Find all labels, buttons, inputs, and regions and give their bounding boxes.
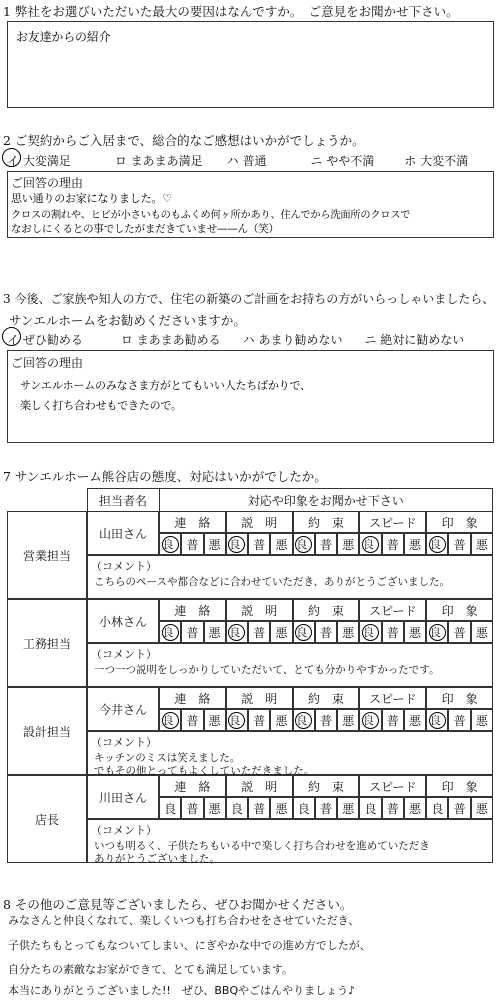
- grade-cell[interactable]: [359, 797, 381, 819]
- grade-label: 良: [429, 536, 446, 553]
- category-header: 説 明: [226, 687, 293, 709]
- q3-option-3[interactable]: ハ あまり勧めない: [242, 333, 343, 347]
- grade-cell[interactable]: [181, 709, 203, 731]
- grade-label: 普: [319, 713, 332, 728]
- grade-label: 良: [431, 801, 444, 816]
- grade-cell[interactable]: [270, 533, 292, 555]
- grade-cell[interactable]: [448, 709, 470, 731]
- category-header: 説 明: [226, 511, 293, 533]
- grade-label: 悪: [275, 801, 288, 816]
- category-header: 印 象: [426, 511, 493, 533]
- question-7: 7 サンエルホーム熊谷店の態度、対応はいかがでしたか。: [3, 469, 327, 484]
- grade-cell[interactable]: [471, 709, 493, 731]
- comment-text: いつも明るく、子供たちもいる中で楽しく打ち合わせを進めていただき: [94, 840, 430, 852]
- grade-label: 普: [453, 713, 466, 728]
- grade-label: 普: [386, 625, 399, 640]
- grade-label: 良: [162, 624, 179, 641]
- category-header: スピード: [359, 599, 426, 621]
- grade-label: 良: [164, 801, 177, 816]
- header-staff-name: 担当者名: [87, 489, 159, 512]
- grade-label: 普: [319, 801, 332, 816]
- category-header: 説 明: [226, 775, 293, 797]
- comment-cell: [87, 819, 493, 863]
- grade-label: 良: [162, 536, 179, 553]
- reason-3-line-2: 楽しく打ち合わせもできたので。: [20, 399, 182, 412]
- category-header: 印 象: [426, 775, 493, 797]
- grade-cell[interactable]: [226, 533, 248, 555]
- category-header: 約 束: [293, 511, 360, 533]
- grade-cell[interactable]: [315, 709, 337, 731]
- q2-option-5[interactable]: ホ 大変不満: [404, 154, 469, 168]
- q2-option-1[interactable]: イ 大変満足: [7, 152, 111, 169]
- role-cell: 工務担当: [7, 599, 87, 687]
- reason-box-2: [7, 171, 494, 238]
- grade-cell[interactable]: [181, 621, 203, 643]
- grade-label: 普: [386, 537, 399, 552]
- grade-cell[interactable]: [159, 621, 181, 643]
- grade-label: 良: [230, 801, 243, 816]
- grade-label: 悪: [409, 625, 422, 640]
- category-header: 連 絡: [159, 511, 226, 533]
- category-header: スピード: [359, 687, 426, 709]
- grade-label: 悪: [208, 537, 221, 552]
- category-header: スピード: [359, 511, 426, 533]
- grade-cell[interactable]: [159, 709, 181, 731]
- grade-cell[interactable]: [270, 709, 292, 731]
- q8-line-2: 子供たちもとってもなついてしまい、にぎやかな中での進め方でしたが、: [8, 939, 371, 952]
- category-header: 印 象: [426, 687, 493, 709]
- grade-cell[interactable]: [337, 533, 359, 555]
- staff-name: 今井さん: [87, 687, 159, 731]
- grade-label: 良: [228, 536, 245, 553]
- grade-label: 悪: [208, 801, 221, 816]
- grade-cell[interactable]: [293, 797, 315, 819]
- grade-label: 普: [253, 713, 266, 728]
- grade-label: 普: [253, 537, 266, 552]
- grade-cell[interactable]: [471, 797, 493, 819]
- grade-label: 悪: [475, 537, 488, 552]
- grade-label: 悪: [475, 625, 488, 640]
- grade-cell[interactable]: [337, 709, 359, 731]
- grade-cell[interactable]: [204, 533, 226, 555]
- q3-options: [7, 331, 464, 348]
- grade-cell[interactable]: [159, 533, 181, 555]
- grade-label: 良: [429, 712, 446, 729]
- grade-cell[interactable]: [337, 621, 359, 643]
- grade-label: 良: [295, 712, 312, 729]
- grade-cell[interactable]: [382, 797, 404, 819]
- grade-cell[interactable]: [204, 709, 226, 731]
- grade-cell[interactable]: [404, 533, 426, 555]
- grade-cell[interactable]: [226, 621, 248, 643]
- q3-option-2[interactable]: ロ まあまあ勧める: [120, 333, 221, 347]
- grade-cell[interactable]: [359, 621, 381, 643]
- comment-text: こちらのペースや都合などに合わせていただき、ありがとうございました。: [94, 576, 451, 588]
- grade-cell[interactable]: [404, 621, 426, 643]
- grade-cell[interactable]: [426, 797, 448, 819]
- grade-cell[interactable]: [426, 533, 448, 555]
- category-header: 約 束: [293, 599, 360, 621]
- evaluation-table: [7, 488, 493, 512]
- grade-cell[interactable]: [382, 621, 404, 643]
- comment-label: （コメント）: [91, 736, 157, 749]
- grade-cell[interactable]: [293, 621, 315, 643]
- question-3-line-1: 3 今後、ご家族や知人の方で、住宅の新築のご計画をお持ちの方がいらっしゃいましたら、: [3, 292, 495, 306]
- grade-label: 普: [186, 713, 199, 728]
- staff-name: 小林さん: [87, 599, 159, 643]
- grade-cell[interactable]: [382, 709, 404, 731]
- role-cell: 設計担当: [7, 687, 87, 775]
- q2-options: [7, 152, 468, 169]
- reason-3-line-1: サンエルホームのみなさま方がとてもいい人たちばかりで、: [20, 379, 311, 392]
- q3-option-4[interactable]: ニ 絶対に勧めない: [364, 333, 465, 347]
- grade-cell[interactable]: [448, 797, 470, 819]
- grade-label: 悪: [275, 625, 288, 640]
- comment-label: （コメント）: [91, 648, 157, 661]
- reason-2-line-1: 思い通りのお家になりました。♡: [11, 192, 172, 205]
- grade-cell[interactable]: [448, 621, 470, 643]
- staff-name: 山田さん: [87, 511, 159, 555]
- category-header: 連 絡: [159, 599, 226, 621]
- grade-label: 良: [228, 712, 245, 729]
- grade-label: 悪: [475, 801, 488, 816]
- reason-2-line-2: クロスの割れや、ヒビが小さいものもふくめ何ヶ所かあり、住んでから洗面所のクロスで: [11, 210, 411, 221]
- reason-2-line-3: なおしにくるとの事でしたがまだきていませ——ん（笑）: [11, 223, 279, 235]
- grade-cell[interactable]: [204, 797, 226, 819]
- category-header: 印 象: [426, 599, 493, 621]
- grade-cell[interactable]: [159, 797, 181, 819]
- grade-cell[interactable]: [270, 621, 292, 643]
- grade-label: 良: [297, 801, 310, 816]
- comment-label: （コメント）: [91, 824, 157, 837]
- comment-text-2: ありがとうございました。: [94, 853, 220, 865]
- grade-label: 普: [386, 801, 399, 816]
- comment-text: 一つ一つ説明をしっかりしていただいて、とても分かりやすかったです。: [94, 664, 440, 676]
- comment-text-2: でもその他とってもよくしていただきました。: [94, 765, 315, 777]
- grade-cell[interactable]: [181, 797, 203, 819]
- grade-label: 普: [319, 625, 332, 640]
- grade-cell[interactable]: [471, 533, 493, 555]
- reason-label-2: ご回答の理由: [11, 176, 84, 190]
- q8-line-3: 自分たちの素敵なお家ができて、とても満足しています。: [8, 963, 293, 976]
- reason-label-3: ご回答の理由: [11, 356, 84, 370]
- grade-cell[interactable]: [315, 621, 337, 643]
- answer-box-1: [7, 21, 494, 108]
- grade-cell[interactable]: [315, 797, 337, 819]
- grade-label: 悪: [409, 713, 422, 728]
- grade-label: 悪: [342, 537, 355, 552]
- grade-cell[interactable]: [248, 797, 270, 819]
- question-3-line-2: サンエルホームをお勧めくださいますか。: [9, 313, 246, 328]
- grade-cell[interactable]: [270, 797, 292, 819]
- q2-option-4[interactable]: ニ やや不満: [310, 154, 375, 168]
- category-header: 連 絡: [159, 687, 226, 709]
- comment-text: キッチンのミスは笑えました。: [94, 752, 241, 764]
- grade-cell[interactable]: [204, 621, 226, 643]
- grade-label: 普: [386, 713, 399, 728]
- q3-option-1[interactable]: イ ぜひ勧める: [7, 331, 117, 348]
- category-header: 約 束: [293, 775, 360, 797]
- grade-label: 良: [429, 624, 446, 641]
- grade-cell[interactable]: [248, 533, 270, 555]
- comment-cell: [87, 643, 493, 687]
- grade-label: 普: [186, 801, 199, 816]
- grade-cell[interactable]: [404, 709, 426, 731]
- category-header: 約 束: [293, 687, 360, 709]
- q8-line-4: 本当にありがとうございました!! ぜひ、BBQやごはんやりましょう♪: [8, 984, 356, 997]
- grade-label: 普: [453, 537, 466, 552]
- grade-label: 良: [362, 624, 379, 641]
- grade-cell[interactable]: [426, 709, 448, 731]
- grade-label: 悪: [409, 801, 422, 816]
- comment-cell: [87, 555, 493, 599]
- grade-label: 普: [319, 537, 332, 552]
- grade-cell[interactable]: [293, 709, 315, 731]
- question-2: 2 ご契約からご入居まで、総合的なご感想はいかがでしょうか。: [3, 133, 365, 148]
- grade-label: 普: [186, 625, 199, 640]
- grade-cell[interactable]: [359, 533, 381, 555]
- grade-cell[interactable]: [226, 709, 248, 731]
- grade-label: 悪: [342, 625, 355, 640]
- grade-label: 普: [453, 625, 466, 640]
- grade-cell[interactable]: [404, 797, 426, 819]
- grade-label: 悪: [409, 537, 422, 552]
- grade-cell[interactable]: [226, 797, 248, 819]
- grade-label: 悪: [275, 537, 288, 552]
- grade-cell[interactable]: [181, 533, 203, 555]
- grade-label: 良: [295, 624, 312, 641]
- grade-label: 悪: [342, 713, 355, 728]
- grade-cell[interactable]: [359, 709, 381, 731]
- grade-label: 悪: [342, 801, 355, 816]
- grade-label: 普: [253, 801, 266, 816]
- grade-label: 良: [295, 536, 312, 553]
- grade-label: 良: [228, 624, 245, 641]
- category-header: 連 絡: [159, 775, 226, 797]
- question-8: 8 その他のご意見等ございましたら、ぜひお聞かせください。: [3, 897, 353, 912]
- grade-label: 良: [362, 536, 379, 553]
- role-cell: 店長: [7, 775, 87, 863]
- grade-cell[interactable]: [426, 621, 448, 643]
- category-header: 説 明: [226, 599, 293, 621]
- grade-cell[interactable]: [337, 797, 359, 819]
- grade-label: 悪: [475, 713, 488, 728]
- grade-cell[interactable]: [471, 621, 493, 643]
- q2-option-3[interactable]: ハ 普通: [226, 154, 267, 168]
- grade-label: 悪: [208, 713, 221, 728]
- grade-label: 悪: [208, 625, 221, 640]
- category-header: スピード: [359, 775, 426, 797]
- grade-label: 普: [186, 537, 199, 552]
- q8-line-1: みなさんと仲良くなれて、楽しくいつも打ち合わせをさせていただき、: [8, 914, 360, 927]
- grade-label: 良: [364, 801, 377, 816]
- grade-cell[interactable]: [315, 533, 337, 555]
- grade-label: 良: [162, 712, 179, 729]
- reason-box-3: [7, 350, 494, 443]
- grade-label: 悪: [275, 713, 288, 728]
- grade-label: 普: [253, 625, 266, 640]
- q2-option-2[interactable]: ロ まあまあ満足: [114, 154, 203, 168]
- grade-label: 良: [362, 712, 379, 729]
- header-impression: 対応や印象をお聞かせ下さい: [159, 489, 493, 512]
- comment-label: （コメント）: [91, 560, 157, 573]
- grade-cell[interactable]: [382, 533, 404, 555]
- role-cell: 営業担当: [7, 511, 87, 599]
- question-1: 1 弊社をお選びいただいた最大の要因はなんですか。 ご意見をお聞かせ下さい。: [3, 4, 459, 19]
- grade-cell[interactable]: [248, 621, 270, 643]
- staff-name: 川田さん: [87, 775, 159, 819]
- grade-cell[interactable]: [293, 533, 315, 555]
- grade-cell[interactable]: [248, 709, 270, 731]
- grade-label: 普: [453, 801, 466, 816]
- comment-cell: [87, 731, 493, 775]
- answer-1-text: お友達からの紹介: [16, 30, 111, 44]
- grade-cell[interactable]: [448, 533, 470, 555]
